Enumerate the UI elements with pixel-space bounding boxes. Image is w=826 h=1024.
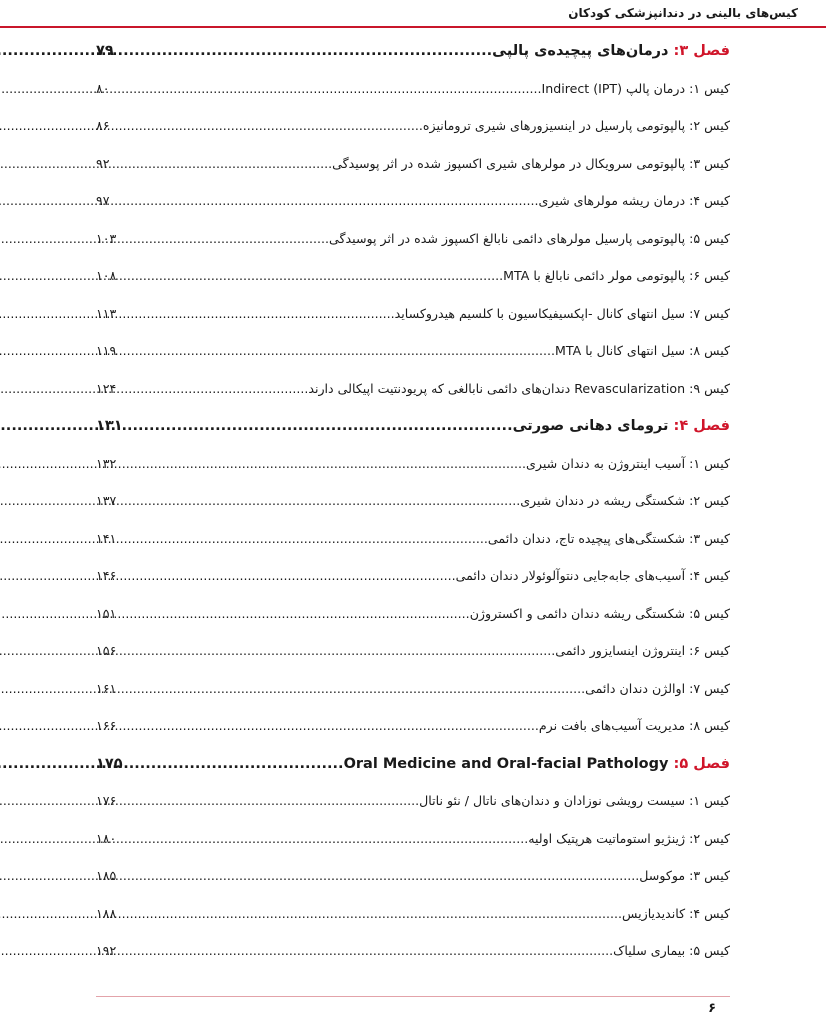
chapter-page: ۱۷۵ [96,755,123,772]
case-page: ۱۱۹ [96,343,117,358]
case-entry[interactable] [96,113,730,139]
case-entry[interactable] [96,826,730,852]
case-page: ۱۹۲ [96,943,117,958]
case-title: سیل انتهای کانال -اپکسیفیکاسیون با کلسیم هیدروکساید [394,305,686,321]
case-entry[interactable] [96,76,730,102]
case-entry[interactable] [96,151,730,177]
case-page: ۱۶۶ [96,718,117,733]
case-entry[interactable] [96,451,730,477]
case-label: کیس ۷: [689,305,730,321]
case-label: کیس ۶: [689,268,730,283]
case-entry[interactable] [96,226,730,252]
case-label: کیس ۷: [689,680,730,696]
chapter-title: Oral Medicine and Oral-facial Pathology [343,755,669,772]
running-head-title: کیس‌های بالینی در دندانپزشکی کودکان [568,6,798,20]
dot-leader [118,376,308,402]
dot-leader [112,113,423,139]
case-title: پالپوتومی پارسیل در اینسیزورهای شیری ترومانیزه [422,118,686,133]
case-title: Revascularization دندان‌های دائمی نابالغی که پریودنتیت اپیکالی دارند [308,380,686,396]
case-title: پالپوتومی سرویکال در مولرهای شیری اکسپوز شده در اثر پوسیدگی [332,155,686,171]
case-title: سیل انتهای کانال با MTA [555,343,686,358]
case-page: ۱۶۱ [96,680,117,696]
chapter-heading[interactable] [96,38,730,64]
chapter-heading[interactable] [96,751,730,777]
dot-leader [118,676,585,702]
case-title: موکوسل [639,868,686,883]
case-label: کیس ۳: [689,530,730,546]
case-title: اینتروژن اینسایزور دائمی [555,643,686,658]
case-label: کیس ۹: [689,380,730,396]
chapter-label: فصل ۵: [673,755,730,772]
case-page: ۹۷ [96,193,110,208]
chapter-heading[interactable] [96,413,730,439]
case-title: سیست رویشی نوزادان و دندان‌های ناتال / نئو ناتال [419,793,686,808]
case-page: ۱۸۸ [96,905,117,921]
case-entry[interactable] [96,301,730,327]
chapter-title: درمان‌های پیچیده‌ی پالپی [492,43,669,59]
dot-leader [118,488,520,514]
case-label: کیس ۵: [689,943,730,958]
case-label: کیس ۴: [689,568,730,583]
case-page: ۱۰۸ [96,268,117,283]
case-entry[interactable] [96,713,730,739]
dot-leader [125,751,344,777]
case-entry[interactable] [96,788,730,814]
case-entry[interactable] [96,638,730,664]
case-page: ۹۲ [96,155,110,171]
case-label: کیس ۸: [689,343,730,358]
case-entry[interactable] [96,526,730,552]
dot-leader [112,151,333,177]
case-label: کیس ۴: [689,905,730,921]
case-page: ۱۸۵ [96,868,117,883]
case-entry[interactable] [96,488,730,514]
case-title: کاندیدیازیس [622,905,686,921]
dot-leader [118,863,639,889]
case-label: کیس ۲: [689,493,730,508]
case-page: ۱۰۳ [96,230,117,246]
table-of-contents [96,38,730,976]
footer-rule [96,996,730,997]
chapter-title: ترومای دهانی صورتی [512,418,669,434]
case-title: درمان ریشه مولرهای شیری [538,193,686,208]
case-label: کیس ۳: [689,155,730,171]
chapter-label: فصل ۳: [673,43,730,59]
dot-leader [118,301,394,327]
chapter-page: ۷۹ [96,43,114,59]
chapter-page: ۱۳۱ [96,418,123,434]
case-entry[interactable] [96,901,730,927]
dot-leader [118,938,613,964]
case-entry[interactable] [96,863,730,889]
dot-leader [112,76,542,102]
case-title: شکستگی ریشه در دندان شیری [520,493,686,508]
case-entry[interactable] [96,338,730,364]
case-title: مدیریت آسیب‌های بافت نرم [538,718,686,733]
case-page: ۱۵۱ [96,605,117,621]
case-title: درمان پالپ Indirect (IPT) [541,80,686,96]
dot-leader [125,413,513,439]
case-title: آسیب اینتروژن به دندان شیری [526,455,686,471]
dot-leader [118,788,419,814]
case-page: ۱۳۷ [96,493,117,508]
dot-leader [118,638,555,664]
dot-leader [118,526,488,552]
case-label: کیس ۱: [689,793,730,808]
chapter-label: فصل ۴: [673,418,730,434]
case-label: کیس ۳: [689,868,730,883]
case-title: بیماری سلیاک [613,943,686,958]
case-label: کیس ۶: [689,643,730,658]
case-entry[interactable] [96,563,730,589]
case-entry[interactable] [96,376,730,402]
dot-leader [118,338,555,364]
dot-leader [118,601,469,627]
case-title: پالپوتومی پارسیل مولرهای دائمی نابالغ اکسپوز شده در اثر پوسیدگی [329,230,686,246]
case-page: ۱۴۶ [96,568,117,583]
case-entry[interactable] [96,263,730,289]
case-entry[interactable] [96,676,730,702]
case-page: ۱۴۱ [96,530,117,546]
case-label: کیس ۴: [689,193,730,208]
case-title: اوالژن دندان دائمی [585,680,686,696]
case-page: ۸۰ [96,80,110,96]
case-page: ۱۷۶ [96,793,117,808]
case-entry[interactable] [96,938,730,964]
dot-leader [118,226,329,252]
case-label: کیس ۵: [689,230,730,246]
case-title: شکستگی ریشه دندان دائمی و اکستروژن [469,605,686,621]
case-page: ۱۱۳ [96,305,117,321]
dot-leader [118,713,539,739]
case-title: ژینژیو استوماتیت هرپتیک اولیه [528,830,686,846]
case-entry[interactable] [96,188,730,214]
case-label: کیس ۲: [689,830,730,846]
dot-leader [118,563,455,589]
case-title: آسیب‌های جابه‌جایی دنتوآلوئولار دندان دائمی [455,568,686,583]
dot-leader [118,263,503,289]
dot-leader [112,188,539,214]
case-page: ۱۸۰ [96,830,117,846]
case-title: پالپوتومی مولر دائمی نابالغ با MTA [503,268,686,283]
dot-leader [116,38,492,64]
case-page: ۸۶ [96,118,110,133]
case-label: کیس ۸: [689,718,730,733]
case-entry[interactable] [96,601,730,627]
case-page: ۱۵۶ [96,643,117,658]
header-rule [0,26,826,28]
case-label: کیس ۵: [689,605,730,621]
case-title: شکستگی‌های پیچیده تاج، دندان دائمی [487,530,686,546]
dot-leader [118,451,526,477]
case-label: کیس ۲: [689,118,730,133]
case-label: کیس ۱: [689,80,730,96]
page-number: ۶ [708,1001,716,1016]
case-page: ۱۲۴ [96,380,117,396]
case-page: ۱۳۲ [96,455,117,471]
case-label: کیس ۱: [689,455,730,471]
dot-leader [118,901,622,927]
dot-leader [118,826,528,852]
